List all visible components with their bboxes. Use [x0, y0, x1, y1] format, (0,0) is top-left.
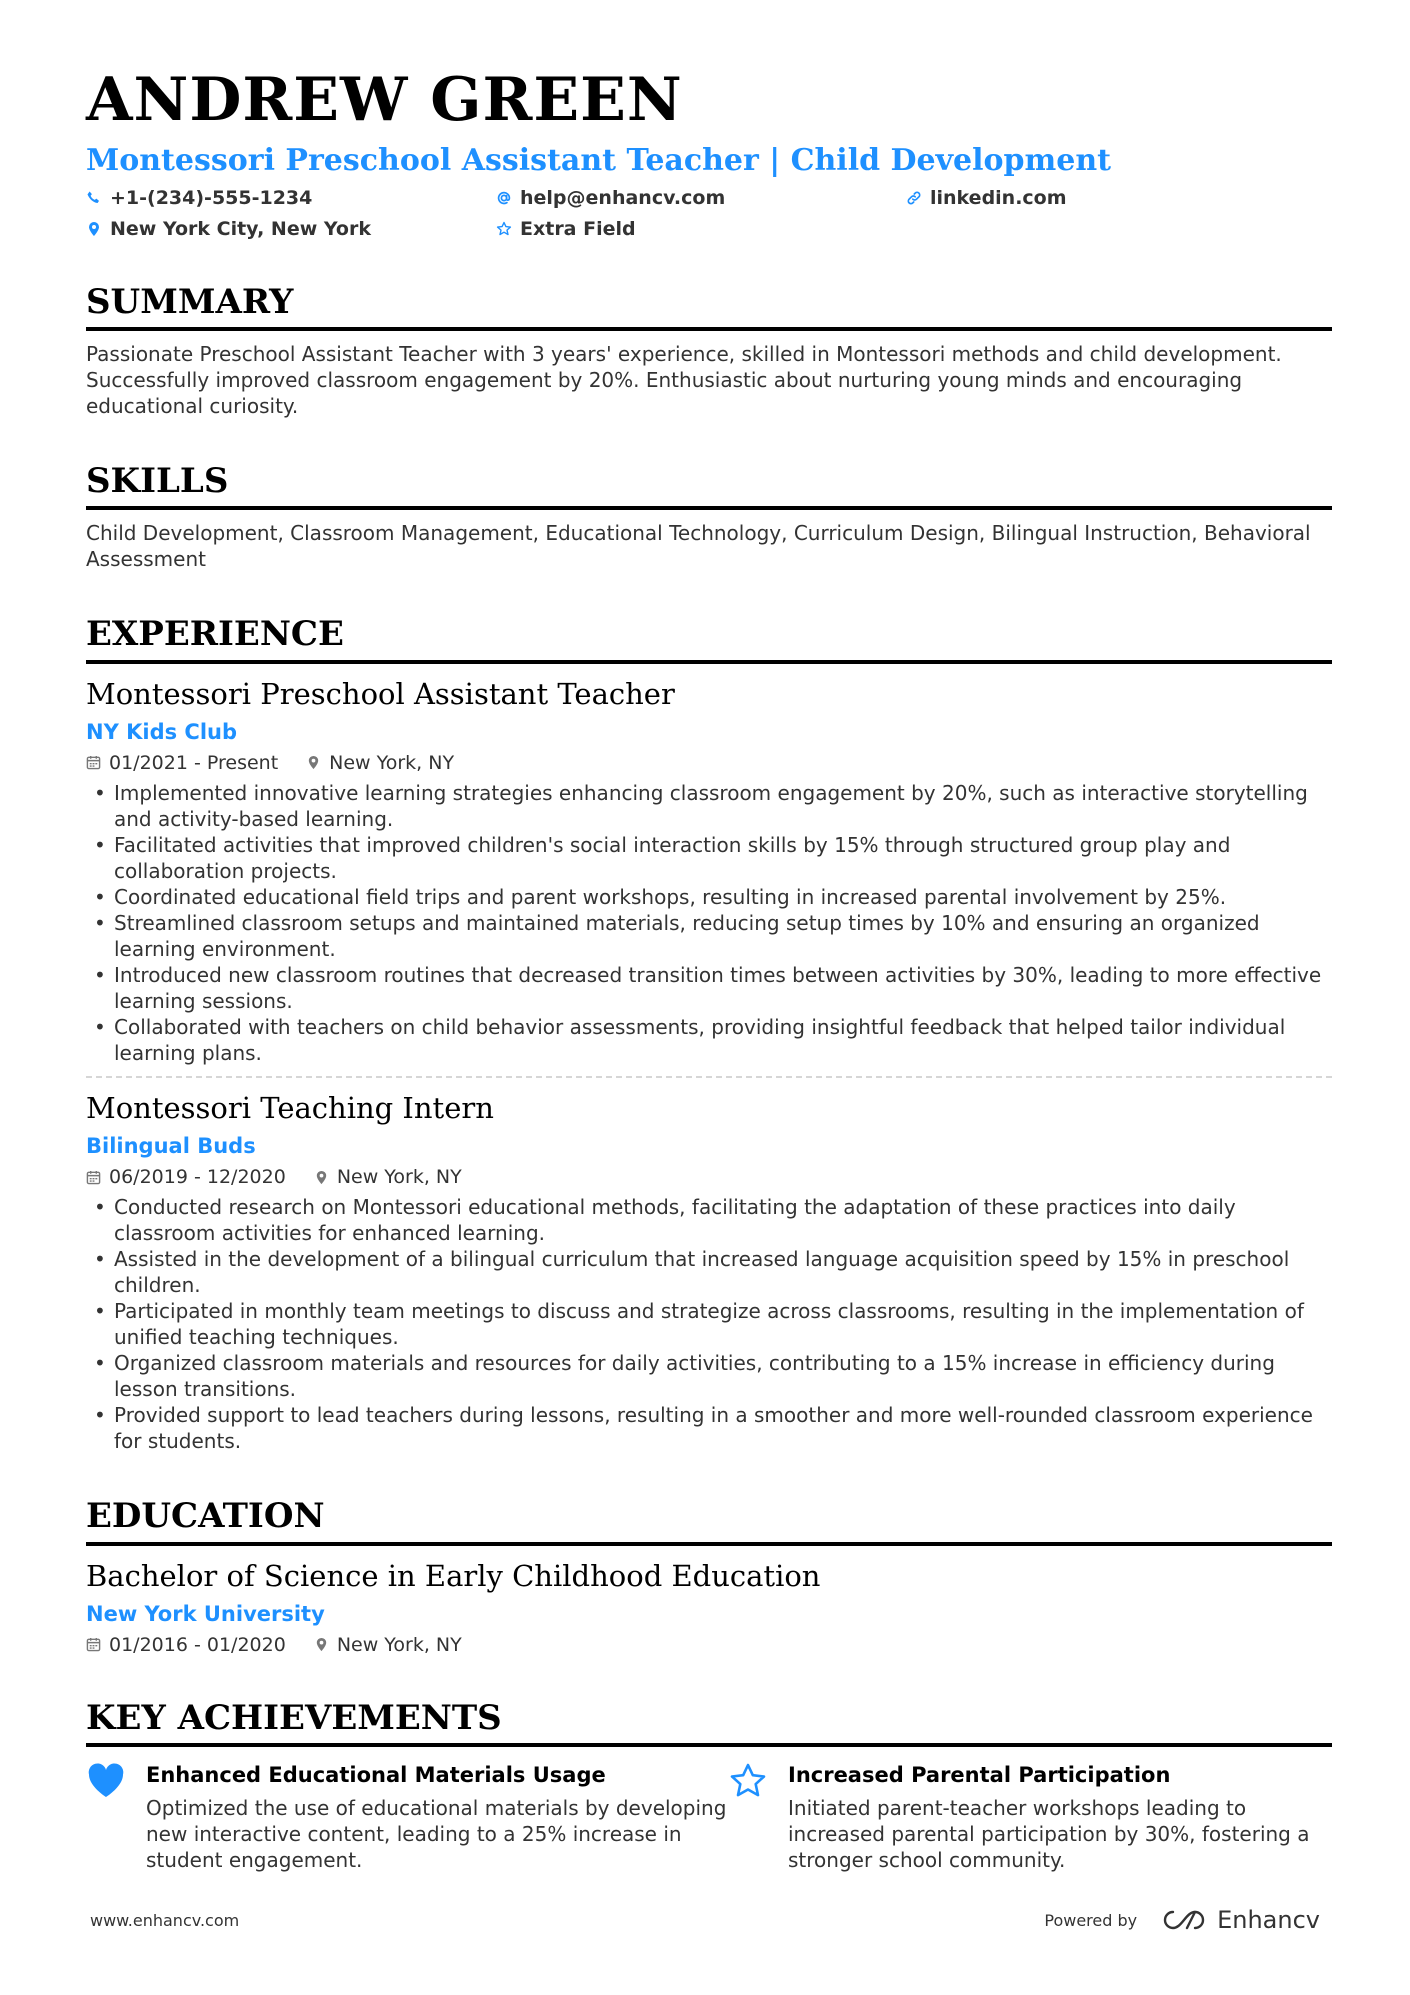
list-item: • Coordinated educational field trips and parent workshops, resulting in increased parental involvement by 25%. [86, 884, 1332, 910]
link-icon [906, 190, 922, 206]
section-title-skills: SKILLS [86, 463, 1332, 510]
list-item: • Participated in monthly team meetings to discuss and strategize across classrooms, resulting in the implementation of unified teaching techniques. [86, 1298, 1332, 1350]
list-item: • Conducted research on Montessori educational methods, facilitating the adaptation of these practices into daily classroom activities for enhanced learning. [86, 1194, 1332, 1246]
company-name: Bilingual Buds [86, 1134, 256, 1159]
experience-entry [86, 1090, 1332, 1454]
footer-branding [1044, 1906, 1320, 1934]
job-bullets [86, 1194, 1332, 1454]
enhancv-logo[interactable] [1161, 1906, 1320, 1934]
calendar-icon [86, 1170, 101, 1185]
extra-field-text: Extra Field [520, 217, 636, 240]
star-icon [728, 1761, 768, 1801]
at-icon [496, 190, 512, 206]
achievement-title: Enhanced Educational Materials Usage [146, 1763, 606, 1788]
list-item: • Organized classroom materials and resources for daily activities, contributing to a 15% increase in efficiency during lesson transitions. [86, 1350, 1332, 1402]
phone-icon [86, 190, 102, 206]
enhancv-logo-icon [1161, 1908, 1207, 1932]
education-location-text: New York, NY [336, 1633, 462, 1656]
location-pin-icon [306, 755, 321, 770]
candidate-headline: Montessori Preschool Assistant Teacher | Child Development [86, 143, 1112, 178]
contact-location [86, 218, 496, 240]
calendar-icon [86, 1637, 101, 1652]
job-dates: 01/2021 - Present [109, 751, 279, 774]
location-pin-icon [314, 1170, 329, 1185]
powered-by-text: Powered by [1044, 1910, 1138, 1930]
page-footer [90, 1906, 1320, 1934]
achievement-item [86, 1761, 728, 1873]
footer-url[interactable]: www.enhancv.com [90, 1910, 240, 1930]
achievement-item [728, 1761, 1332, 1873]
achievement-body [788, 1761, 1332, 1873]
achievement-text: Initiated parent-teacher workshops leading to increased parental participation by 30%, fostering a stronger school community. [788, 1796, 1310, 1873]
contact-list [86, 187, 1332, 240]
achievement-title: Increased Parental Participation [788, 1763, 1171, 1788]
job-bullets [86, 780, 1332, 1066]
list-item: • Provided support to lead teachers during lessons, resulting in a smoother and more well-rounded classroom experience for students. [86, 1402, 1332, 1454]
phone-text: +1-(234)-555-1234 [110, 186, 313, 209]
section-title-summary: SUMMARY [86, 284, 1332, 331]
experience-section [86, 616, 1332, 1454]
achievement-icon-wrap [728, 1761, 788, 1873]
education-location [314, 1634, 462, 1656]
achievement-icon-wrap [86, 1761, 146, 1873]
contact-linkedin[interactable] [906, 187, 1326, 209]
achievement-text: Optimized the use of educational materials by developing new interactive content, leading to a 25% increase in student engagement. [146, 1796, 727, 1873]
job-location-text: New York, NY [329, 751, 455, 774]
job-meta [86, 1166, 1332, 1188]
degree-title: Bachelor of Science in Early Childhood Education [86, 1558, 821, 1593]
job-title: Montessori Teaching Intern [86, 1090, 494, 1125]
achievement-body [146, 1761, 728, 1873]
contact-email[interactable] [496, 187, 906, 209]
brand-name: Enhancv [1217, 1906, 1320, 1934]
location-text: New York City, New York [110, 217, 371, 240]
location-pin-icon [314, 1637, 329, 1652]
candidate-name: ANDREW GREEN [86, 65, 683, 135]
education-section [86, 1498, 1332, 1656]
education-dates: 01/2016 - 01/2020 [109, 1633, 286, 1656]
contact-phone[interactable] [86, 187, 496, 209]
job-title: Montessori Preschool Assistant Teacher [86, 676, 675, 711]
section-title-achievements: KEY ACHIEVEMENTS [86, 1700, 1332, 1747]
email-text: help@enhancv.com [520, 186, 726, 209]
skills-text: Child Development, Classroom Management, Educational Technology, Curriculum Design, Bilingual Instruction, Behavioral Assessment [86, 521, 1311, 572]
location-pin-icon [86, 221, 102, 237]
list-item: • Implemented innovative learning strategies enhancing classroom engagement by 20%, such as interactive storytelling and activity-based learning. [86, 780, 1332, 832]
job-location [314, 1166, 462, 1188]
education-meta [86, 1634, 1332, 1656]
skills-section [86, 460, 1332, 572]
school-name: New York University [86, 1601, 325, 1626]
calendar-icon [86, 755, 101, 770]
contact-extra-field [496, 218, 906, 240]
linkedin-text: linkedin.com [930, 186, 1067, 209]
experience-entry [86, 676, 1332, 1066]
resume-page [86, 65, 1332, 1873]
list-item: • Facilitated activities that improved children's social interaction skills by 15% through structured group play and collaboration projects. [86, 832, 1332, 884]
list-item: • Collaborated with teachers on child behavior assessments, providing insightful feedback that helped tailor individual learning plans. [86, 1014, 1332, 1066]
list-item: • Streamlined classroom setups and maintained materials, reducing setup times by 10% and ensuring an organized learning environment. [86, 910, 1332, 962]
summary-section [86, 281, 1332, 419]
job-location-text: New York, NY [336, 1166, 462, 1189]
entry-divider [86, 1076, 1332, 1078]
company-name: NY Kids Club [86, 719, 237, 744]
job-location [306, 752, 454, 774]
section-title-education: EDUCATION [86, 1498, 1332, 1545]
heart-icon [86, 1761, 126, 1801]
list-item: • Introduced new classroom routines that decreased transition times between activities by 30%, leading to more effective learning sessions. [86, 962, 1332, 1014]
summary-text: Passionate Preschool Assistant Teacher with 3 years' experience, skilled in Montessori methods and child development. Successfully improved classroom engagement by 20%. Enthusiastic about nurturing young minds and encouraging educational curiosity. [86, 341, 1282, 418]
achievements-grid [86, 1761, 1332, 1873]
section-title-experience: EXPERIENCE [86, 616, 1332, 663]
job-dates: 06/2019 - 12/2020 [109, 1166, 286, 1189]
achievements-section [86, 1697, 1332, 1873]
job-meta [86, 752, 1332, 774]
star-outline-icon [496, 221, 512, 237]
list-item: • Assisted in the development of a bilingual curriculum that increased language acquisition speed by 15% in preschool children. [86, 1246, 1332, 1298]
